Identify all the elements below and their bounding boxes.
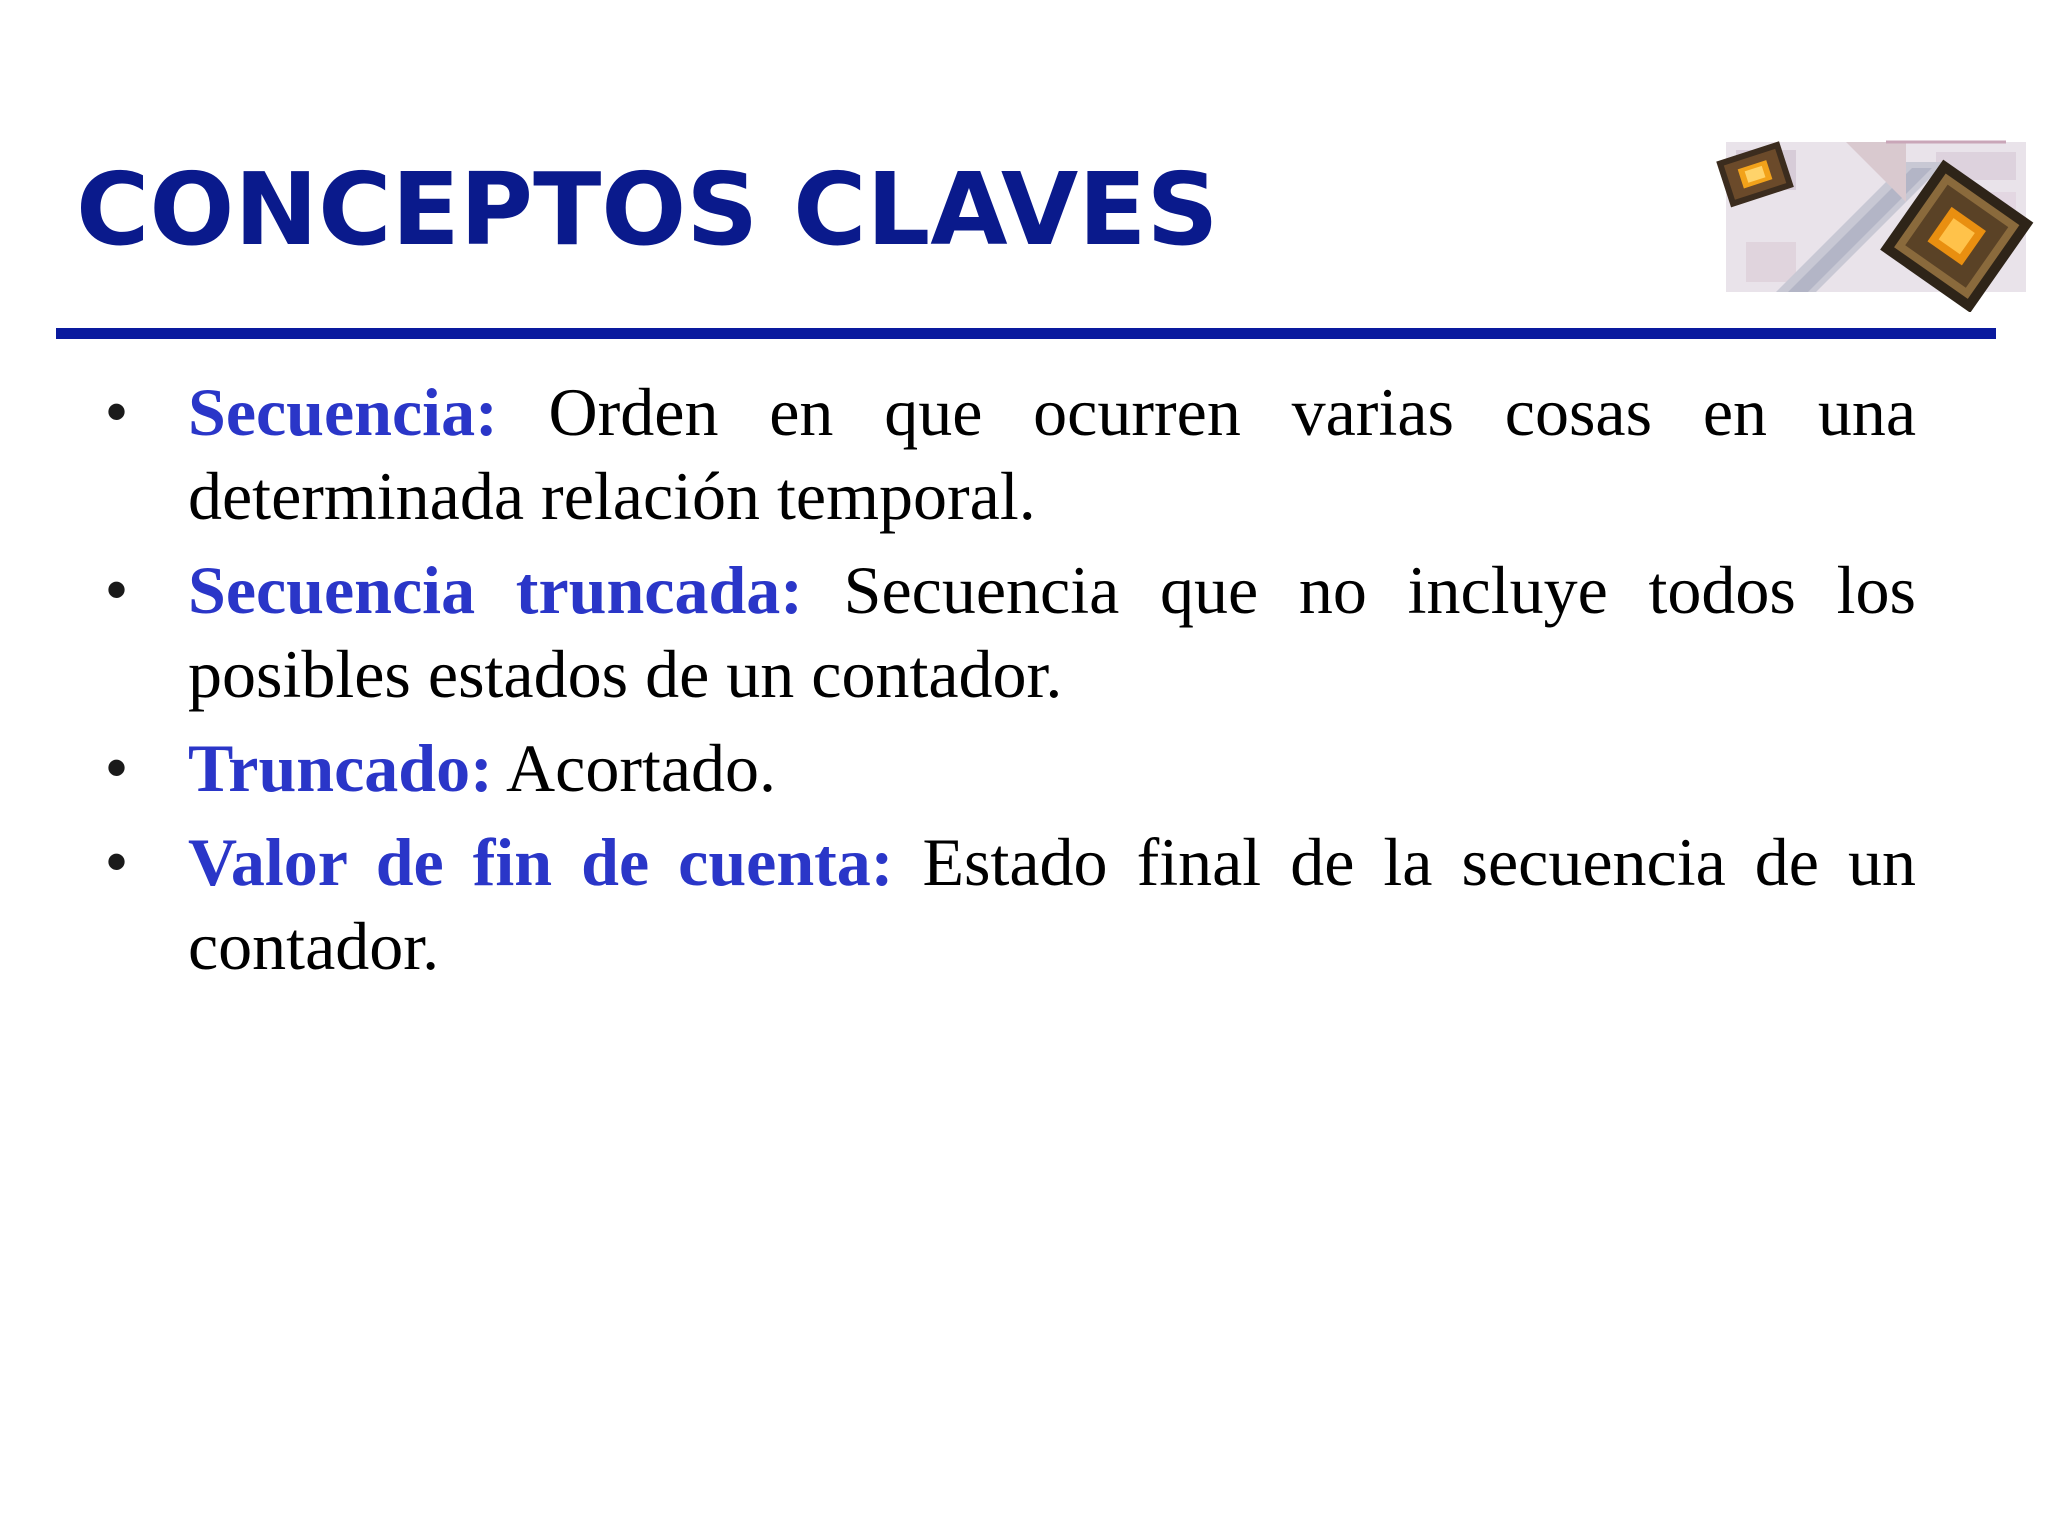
list-item (100, 548, 1916, 716)
term-definition: Orden en que ocurren varias cosas en una determinada relación temporal. (188, 374, 1916, 534)
bullet-icon: • (106, 556, 128, 623)
term-label: Secuencia truncada: (188, 552, 803, 628)
bullet-icon: • (106, 828, 128, 895)
cpu-chip-icon (1706, 132, 2036, 312)
list-item (100, 370, 1916, 538)
concepts-list (100, 370, 1916, 998)
title-divider (56, 328, 1996, 339)
list-item (100, 726, 1916, 810)
bullet-icon: • (106, 378, 128, 445)
term-label: Truncado: (188, 730, 493, 806)
term-definition: Acortado. (492, 730, 777, 806)
term-label: Valor de fin de cuenta: (188, 824, 894, 900)
term-definition: Estado final de la secuencia de un contador. (188, 824, 1916, 984)
list-item (100, 820, 1916, 988)
slide-title: CONCEPTOS CLAVES (76, 151, 1219, 268)
bullet-icon: • (106, 734, 128, 801)
term-definition: Secuencia que no incluye todos los posibles estados de un contador. (188, 552, 1916, 712)
term-label: Secuencia: (188, 374, 498, 450)
